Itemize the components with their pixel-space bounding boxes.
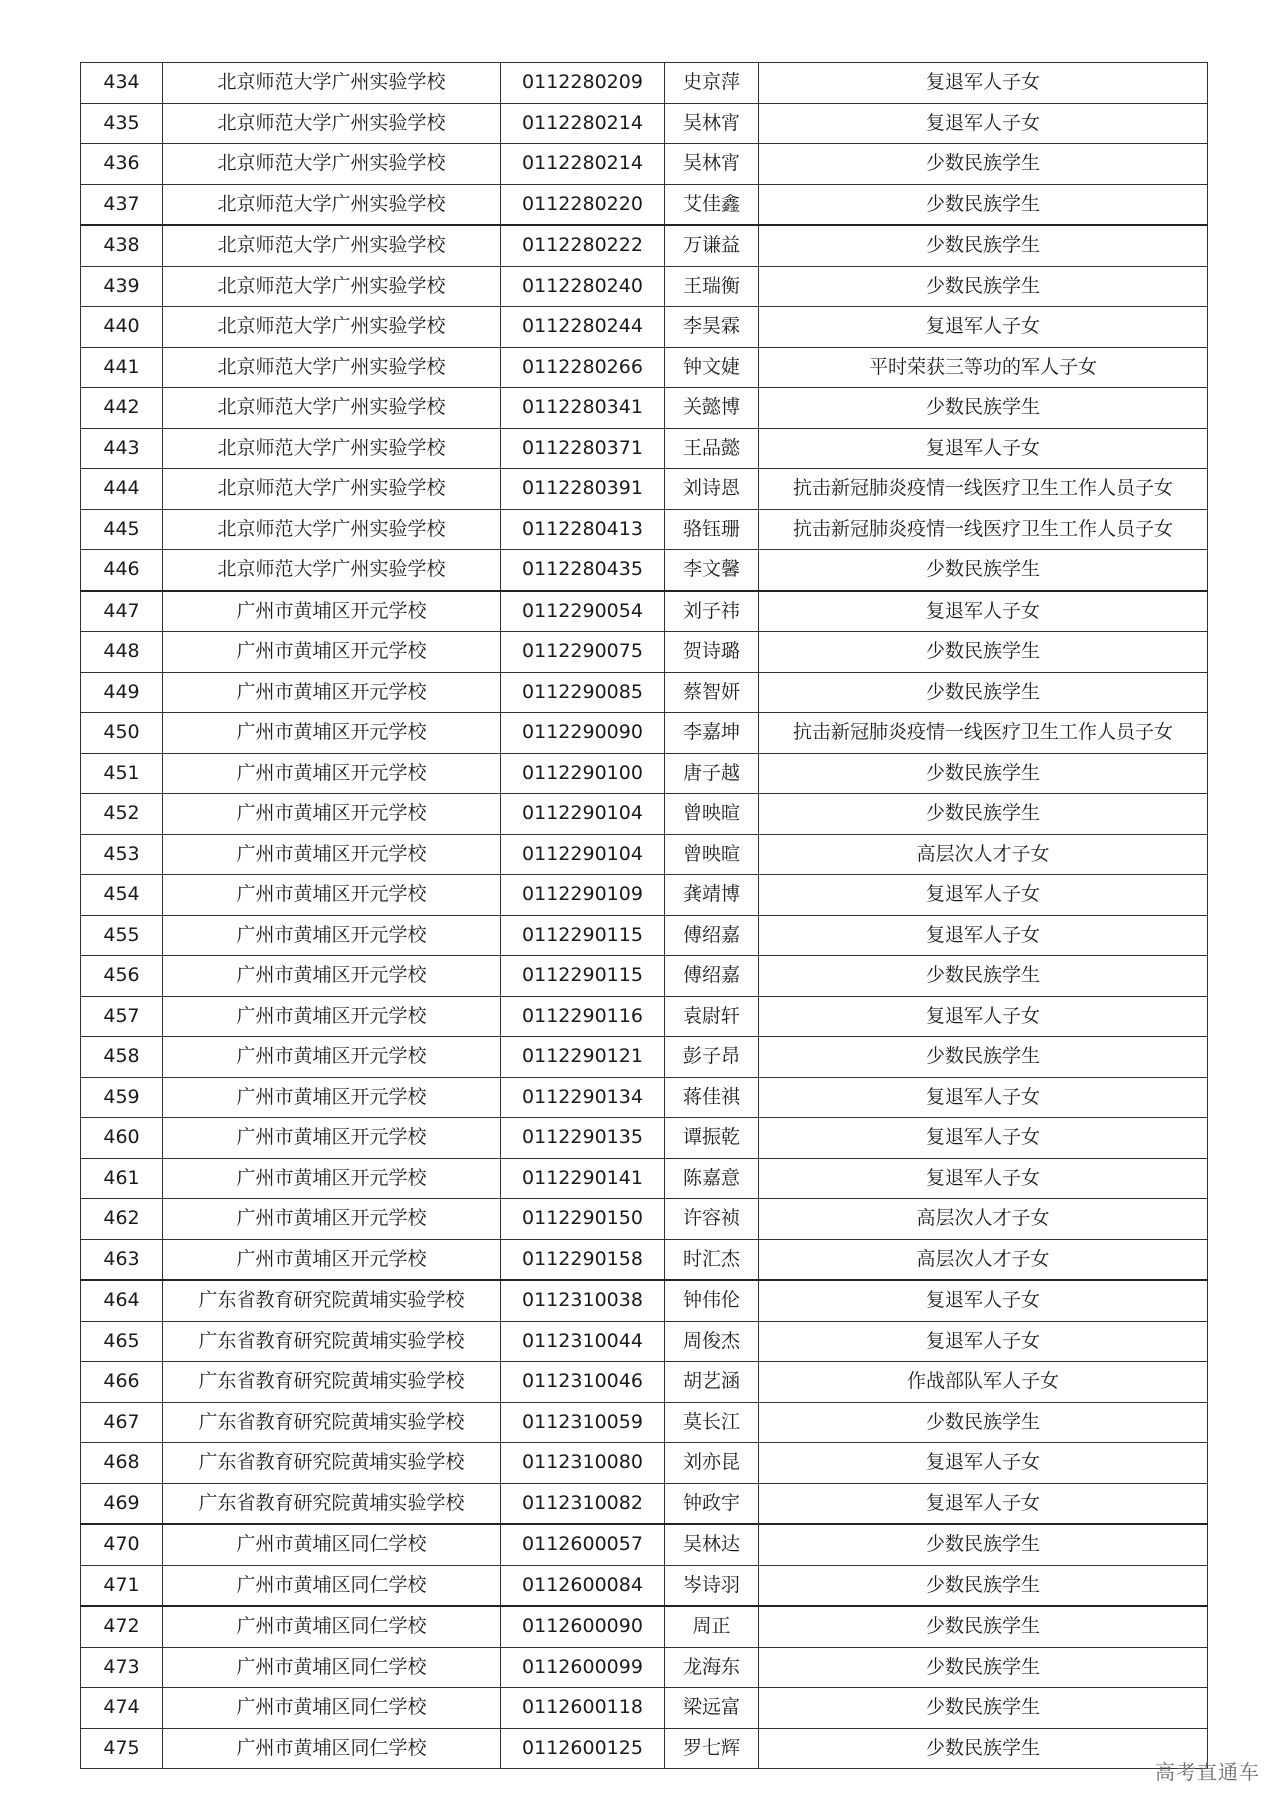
student-name-cell: 刘子祎 xyxy=(665,591,759,632)
school-cell: 北京师范大学广州实验学校 xyxy=(163,184,501,225)
table-row xyxy=(81,225,1208,266)
school-cell: 广东省教育研究院黄埔实验学校 xyxy=(163,1443,501,1484)
row-number-cell: 447 xyxy=(81,591,163,632)
table-row xyxy=(81,388,1208,429)
row-number-cell: 443 xyxy=(81,428,163,469)
school-cell: 广州市黄埔区开元学校 xyxy=(163,794,501,835)
category-cell: 少数民族学生 xyxy=(759,1606,1208,1647)
category-cell: 少数民族学生 xyxy=(759,225,1208,266)
row-number-cell: 456 xyxy=(81,956,163,997)
school-cell: 广东省教育研究院黄埔实验学校 xyxy=(163,1280,501,1321)
school-cell: 广州市黄埔区开元学校 xyxy=(163,753,501,794)
category-cell: 复退军人子女 xyxy=(759,1077,1208,1118)
school-cell: 广州市黄埔区开元学校 xyxy=(163,834,501,875)
student-name-cell: 关懿博 xyxy=(665,388,759,429)
school-cell: 广州市黄埔区开元学校 xyxy=(163,996,501,1037)
row-number-cell: 445 xyxy=(81,509,163,550)
student-name-cell: 钟文婕 xyxy=(665,347,759,388)
school-cell: 北京师范大学广州实验学校 xyxy=(163,347,501,388)
student-name-cell: 曾映暄 xyxy=(665,834,759,875)
school-cell: 北京师范大学广州实验学校 xyxy=(163,63,501,104)
category-cell: 平时荣获三等功的军人子女 xyxy=(759,347,1208,388)
student-id-cell: 0112310046 xyxy=(501,1362,665,1403)
school-cell: 广东省教育研究院黄埔实验学校 xyxy=(163,1483,501,1524)
category-cell: 复退军人子女 xyxy=(759,996,1208,1037)
row-number-cell: 473 xyxy=(81,1647,163,1688)
table-row xyxy=(81,1524,1208,1565)
row-number-cell: 441 xyxy=(81,347,163,388)
student-name-cell: 钟政宇 xyxy=(665,1483,759,1524)
table-row xyxy=(81,1158,1208,1199)
school-cell: 广州市黄埔区开元学校 xyxy=(163,713,501,754)
category-cell: 少数民族学生 xyxy=(759,1565,1208,1606)
student-id-cell: 0112600057 xyxy=(501,1524,665,1565)
school-cell: 北京师范大学广州实验学校 xyxy=(163,307,501,348)
school-cell: 北京师范大学广州实验学校 xyxy=(163,469,501,510)
student-id-cell: 0112290100 xyxy=(501,753,665,794)
category-cell: 少数民族学生 xyxy=(759,1728,1208,1769)
row-number-cell: 462 xyxy=(81,1199,163,1240)
student-id-cell: 0112310080 xyxy=(501,1443,665,1484)
category-cell: 少数民族学生 xyxy=(759,956,1208,997)
table-row xyxy=(81,469,1208,510)
table-row xyxy=(81,632,1208,673)
student-name-cell: 吴林宵 xyxy=(665,103,759,144)
school-cell: 北京师范大学广州实验学校 xyxy=(163,103,501,144)
student-name-cell: 李文馨 xyxy=(665,550,759,591)
table-row xyxy=(81,875,1208,916)
table-row xyxy=(81,1402,1208,1443)
category-cell: 少数民族学生 xyxy=(759,388,1208,429)
school-cell: 广州市黄埔区开元学校 xyxy=(163,1118,501,1159)
student-name-cell: 艾佳鑫 xyxy=(665,184,759,225)
student-id-cell: 0112280391 xyxy=(501,469,665,510)
row-number-cell: 437 xyxy=(81,184,163,225)
row-number-cell: 461 xyxy=(81,1158,163,1199)
school-cell: 广州市黄埔区开元学校 xyxy=(163,956,501,997)
school-cell: 广州市黄埔区开元学校 xyxy=(163,591,501,632)
school-cell: 广州市黄埔区开元学校 xyxy=(163,915,501,956)
student-name-cell: 刘亦昆 xyxy=(665,1443,759,1484)
school-cell: 广州市黄埔区开元学校 xyxy=(163,1199,501,1240)
table-row xyxy=(81,1688,1208,1729)
school-cell: 广州市黄埔区同仁学校 xyxy=(163,1728,501,1769)
category-cell: 高层次人才子女 xyxy=(759,1239,1208,1280)
row-number-cell: 470 xyxy=(81,1524,163,1565)
student-name-cell: 时汇杰 xyxy=(665,1239,759,1280)
school-cell: 广州市黄埔区同仁学校 xyxy=(163,1565,501,1606)
student-id-cell: 0112290115 xyxy=(501,956,665,997)
school-cell: 北京师范大学广州实验学校 xyxy=(163,428,501,469)
student-name-cell: 傅绍嘉 xyxy=(665,915,759,956)
table-row xyxy=(81,103,1208,144)
category-cell: 复退军人子女 xyxy=(759,1443,1208,1484)
row-number-cell: 463 xyxy=(81,1239,163,1280)
row-number-cell: 468 xyxy=(81,1443,163,1484)
school-cell: 广州市黄埔区同仁学校 xyxy=(163,1606,501,1647)
student-id-cell: 0112290141 xyxy=(501,1158,665,1199)
student-id-cell: 0112600084 xyxy=(501,1565,665,1606)
student-id-cell: 0112280341 xyxy=(501,388,665,429)
student-name-cell: 许容祯 xyxy=(665,1199,759,1240)
student-id-cell: 0112280240 xyxy=(501,266,665,307)
row-number-cell: 457 xyxy=(81,996,163,1037)
school-cell: 广州市黄埔区开元学校 xyxy=(163,1037,501,1078)
category-cell: 复退军人子女 xyxy=(759,1280,1208,1321)
table-row xyxy=(81,1199,1208,1240)
school-cell: 北京师范大学广州实验学校 xyxy=(163,550,501,591)
student-id-cell: 0112290090 xyxy=(501,713,665,754)
student-id-cell: 0112310038 xyxy=(501,1280,665,1321)
row-number-cell: 474 xyxy=(81,1688,163,1729)
student-name-cell: 蔡智妍 xyxy=(665,672,759,713)
table-row xyxy=(81,1118,1208,1159)
student-name-cell: 曾映暄 xyxy=(665,794,759,835)
table-row xyxy=(81,591,1208,632)
table-row xyxy=(81,1077,1208,1118)
student-id-cell: 0112280222 xyxy=(501,225,665,266)
table-row xyxy=(81,915,1208,956)
student-name-cell: 胡艺涵 xyxy=(665,1362,759,1403)
school-cell: 北京师范大学广州实验学校 xyxy=(163,266,501,307)
roster-body xyxy=(81,63,1208,1769)
table-row xyxy=(81,672,1208,713)
student-id-cell: 0112280214 xyxy=(501,103,665,144)
table-row xyxy=(81,550,1208,591)
category-cell: 抗击新冠肺炎疫情一线医疗卫生工作人员子女 xyxy=(759,469,1208,510)
category-cell: 抗击新冠肺炎疫情一线医疗卫生工作人员子女 xyxy=(759,509,1208,550)
school-cell: 北京师范大学广州实验学校 xyxy=(163,144,501,185)
student-name-cell: 王瑞衡 xyxy=(665,266,759,307)
category-cell: 复退军人子女 xyxy=(759,915,1208,956)
student-name-cell: 谭振乾 xyxy=(665,1118,759,1159)
roster-table xyxy=(80,62,1208,1769)
student-id-cell: 0112310044 xyxy=(501,1321,665,1362)
row-number-cell: 438 xyxy=(81,225,163,266)
student-name-cell: 梁远富 xyxy=(665,1688,759,1729)
table-row xyxy=(81,347,1208,388)
row-number-cell: 452 xyxy=(81,794,163,835)
student-id-cell: 0112600099 xyxy=(501,1647,665,1688)
student-id-cell: 0112280413 xyxy=(501,509,665,550)
category-cell: 复退军人子女 xyxy=(759,1321,1208,1362)
category-cell: 高层次人才子女 xyxy=(759,1199,1208,1240)
table-row xyxy=(81,184,1208,225)
student-name-cell: 彭子昂 xyxy=(665,1037,759,1078)
school-cell: 广东省教育研究院黄埔实验学校 xyxy=(163,1362,501,1403)
student-id-cell: 0112290109 xyxy=(501,875,665,916)
student-name-cell: 唐子越 xyxy=(665,753,759,794)
school-cell: 广州市黄埔区开元学校 xyxy=(163,672,501,713)
school-cell: 北京师范大学广州实验学校 xyxy=(163,225,501,266)
row-number-cell: 454 xyxy=(81,875,163,916)
student-name-cell: 刘诗恩 xyxy=(665,469,759,510)
table-row xyxy=(81,834,1208,875)
row-number-cell: 460 xyxy=(81,1118,163,1159)
category-cell: 复退军人子女 xyxy=(759,428,1208,469)
student-name-cell: 周正 xyxy=(665,1606,759,1647)
row-number-cell: 448 xyxy=(81,632,163,673)
row-number-cell: 465 xyxy=(81,1321,163,1362)
table-row xyxy=(81,1483,1208,1524)
category-cell: 复退军人子女 xyxy=(759,307,1208,348)
student-id-cell: 0112280244 xyxy=(501,307,665,348)
row-number-cell: 471 xyxy=(81,1565,163,1606)
category-cell: 复退军人子女 xyxy=(759,63,1208,104)
student-id-cell: 0112290085 xyxy=(501,672,665,713)
row-number-cell: 440 xyxy=(81,307,163,348)
student-name-cell: 贺诗璐 xyxy=(665,632,759,673)
student-id-cell: 0112290054 xyxy=(501,591,665,632)
category-cell: 复退军人子女 xyxy=(759,591,1208,632)
row-number-cell: 450 xyxy=(81,713,163,754)
school-cell: 广州市黄埔区开元学校 xyxy=(163,1239,501,1280)
row-number-cell: 434 xyxy=(81,63,163,104)
category-cell: 少数民族学生 xyxy=(759,794,1208,835)
table-row xyxy=(81,753,1208,794)
student-name-cell: 傅绍嘉 xyxy=(665,956,759,997)
row-number-cell: 464 xyxy=(81,1280,163,1321)
row-number-cell: 439 xyxy=(81,266,163,307)
table-row xyxy=(81,956,1208,997)
student-name-cell: 钟伟伦 xyxy=(665,1280,759,1321)
student-id-cell: 0112290115 xyxy=(501,915,665,956)
student-id-cell: 0112290134 xyxy=(501,1077,665,1118)
student-name-cell: 陈嘉意 xyxy=(665,1158,759,1199)
table-row xyxy=(81,1362,1208,1403)
category-cell: 少数民族学生 xyxy=(759,1037,1208,1078)
school-cell: 广州市黄埔区开元学校 xyxy=(163,1077,501,1118)
student-name-cell: 莫长江 xyxy=(665,1402,759,1443)
student-name-cell: 骆钰珊 xyxy=(665,509,759,550)
category-cell: 作战部队军人子女 xyxy=(759,1362,1208,1403)
category-cell: 高层次人才子女 xyxy=(759,834,1208,875)
row-number-cell: 455 xyxy=(81,915,163,956)
student-id-cell: 0112280371 xyxy=(501,428,665,469)
student-id-cell: 0112280435 xyxy=(501,550,665,591)
student-name-cell: 袁尉轩 xyxy=(665,996,759,1037)
table-row xyxy=(81,307,1208,348)
student-name-cell: 龚靖博 xyxy=(665,875,759,916)
category-cell: 少数民族学生 xyxy=(759,144,1208,185)
table-row xyxy=(81,1443,1208,1484)
student-name-cell: 万谦益 xyxy=(665,225,759,266)
row-number-cell: 475 xyxy=(81,1728,163,1769)
category-cell: 少数民族学生 xyxy=(759,266,1208,307)
table-row xyxy=(81,1606,1208,1647)
category-cell: 少数民族学生 xyxy=(759,672,1208,713)
student-name-cell: 岑诗羽 xyxy=(665,1565,759,1606)
table-row xyxy=(81,144,1208,185)
category-cell: 复退军人子女 xyxy=(759,1118,1208,1159)
category-cell: 少数民族学生 xyxy=(759,1688,1208,1729)
category-cell: 复退军人子女 xyxy=(759,1483,1208,1524)
row-number-cell: 451 xyxy=(81,753,163,794)
student-name-cell: 王品懿 xyxy=(665,428,759,469)
category-cell: 少数民族学生 xyxy=(759,632,1208,673)
student-name-cell: 李昊霖 xyxy=(665,307,759,348)
student-name-cell: 史京萍 xyxy=(665,63,759,104)
school-cell: 广州市黄埔区同仁学校 xyxy=(163,1647,501,1688)
student-id-cell: 0112290121 xyxy=(501,1037,665,1078)
school-cell: 广州市黄埔区同仁学校 xyxy=(163,1688,501,1729)
student-id-cell: 0112290116 xyxy=(501,996,665,1037)
row-number-cell: 446 xyxy=(81,550,163,591)
student-name-cell: 吴林宵 xyxy=(665,144,759,185)
student-id-cell: 0112280214 xyxy=(501,144,665,185)
table-row xyxy=(81,509,1208,550)
student-id-cell: 0112310082 xyxy=(501,1483,665,1524)
school-cell: 北京师范大学广州实验学校 xyxy=(163,509,501,550)
row-number-cell: 444 xyxy=(81,469,163,510)
table-row xyxy=(81,1280,1208,1321)
table-row xyxy=(81,63,1208,104)
student-name-cell: 蒋佳祺 xyxy=(665,1077,759,1118)
table-row xyxy=(81,1565,1208,1606)
row-number-cell: 436 xyxy=(81,144,163,185)
student-id-cell: 0112600125 xyxy=(501,1728,665,1769)
student-id-cell: 0112290075 xyxy=(501,632,665,673)
row-number-cell: 467 xyxy=(81,1402,163,1443)
student-id-cell: 0112290104 xyxy=(501,794,665,835)
table-row xyxy=(81,1037,1208,1078)
table-row xyxy=(81,1239,1208,1280)
category-cell: 少数民族学生 xyxy=(759,753,1208,794)
student-name-cell: 李嘉坤 xyxy=(665,713,759,754)
student-id-cell: 0112290150 xyxy=(501,1199,665,1240)
school-cell: 北京师范大学广州实验学校 xyxy=(163,388,501,429)
student-name-cell: 吴林达 xyxy=(665,1524,759,1565)
school-cell: 广州市黄埔区同仁学校 xyxy=(163,1524,501,1565)
row-number-cell: 472 xyxy=(81,1606,163,1647)
student-name-cell: 龙海东 xyxy=(665,1647,759,1688)
watermark-text: 高考直通车 xyxy=(1155,1760,1260,1784)
row-number-cell: 466 xyxy=(81,1362,163,1403)
category-cell: 少数民族学生 xyxy=(759,1647,1208,1688)
student-id-cell: 0112290104 xyxy=(501,834,665,875)
student-id-cell: 0112600118 xyxy=(501,1688,665,1729)
category-cell: 抗击新冠肺炎疫情一线医疗卫生工作人员子女 xyxy=(759,713,1208,754)
table-row xyxy=(81,1321,1208,1362)
row-number-cell: 469 xyxy=(81,1483,163,1524)
student-id-cell: 0112600090 xyxy=(501,1606,665,1647)
row-number-cell: 449 xyxy=(81,672,163,713)
student-id-cell: 0112290135 xyxy=(501,1118,665,1159)
student-id-cell: 0112310059 xyxy=(501,1402,665,1443)
row-number-cell: 442 xyxy=(81,388,163,429)
category-cell: 少数民族学生 xyxy=(759,1524,1208,1565)
category-cell: 少数民族学生 xyxy=(759,1402,1208,1443)
category-cell: 复退军人子女 xyxy=(759,1158,1208,1199)
category-cell: 复退军人子女 xyxy=(759,103,1208,144)
table-row xyxy=(81,1728,1208,1769)
student-id-cell: 0112280220 xyxy=(501,184,665,225)
table-row xyxy=(81,1647,1208,1688)
category-cell: 少数民族学生 xyxy=(759,550,1208,591)
category-cell: 少数民族学生 xyxy=(759,184,1208,225)
row-number-cell: 459 xyxy=(81,1077,163,1118)
category-cell: 复退军人子女 xyxy=(759,875,1208,916)
row-number-cell: 453 xyxy=(81,834,163,875)
table-row xyxy=(81,713,1208,754)
table-row xyxy=(81,996,1208,1037)
school-cell: 广东省教育研究院黄埔实验学校 xyxy=(163,1321,501,1362)
table-row xyxy=(81,266,1208,307)
school-cell: 广州市黄埔区开元学校 xyxy=(163,875,501,916)
student-id-cell: 0112280266 xyxy=(501,347,665,388)
school-cell: 广东省教育研究院黄埔实验学校 xyxy=(163,1402,501,1443)
row-number-cell: 458 xyxy=(81,1037,163,1078)
table-row xyxy=(81,794,1208,835)
row-number-cell: 435 xyxy=(81,103,163,144)
student-name-cell: 周俊杰 xyxy=(665,1321,759,1362)
school-cell: 广州市黄埔区开元学校 xyxy=(163,1158,501,1199)
student-name-cell: 罗七辉 xyxy=(665,1728,759,1769)
school-cell: 广州市黄埔区开元学校 xyxy=(163,632,501,673)
student-id-cell: 0112280209 xyxy=(501,63,665,104)
student-id-cell: 0112290158 xyxy=(501,1239,665,1280)
table-row xyxy=(81,428,1208,469)
